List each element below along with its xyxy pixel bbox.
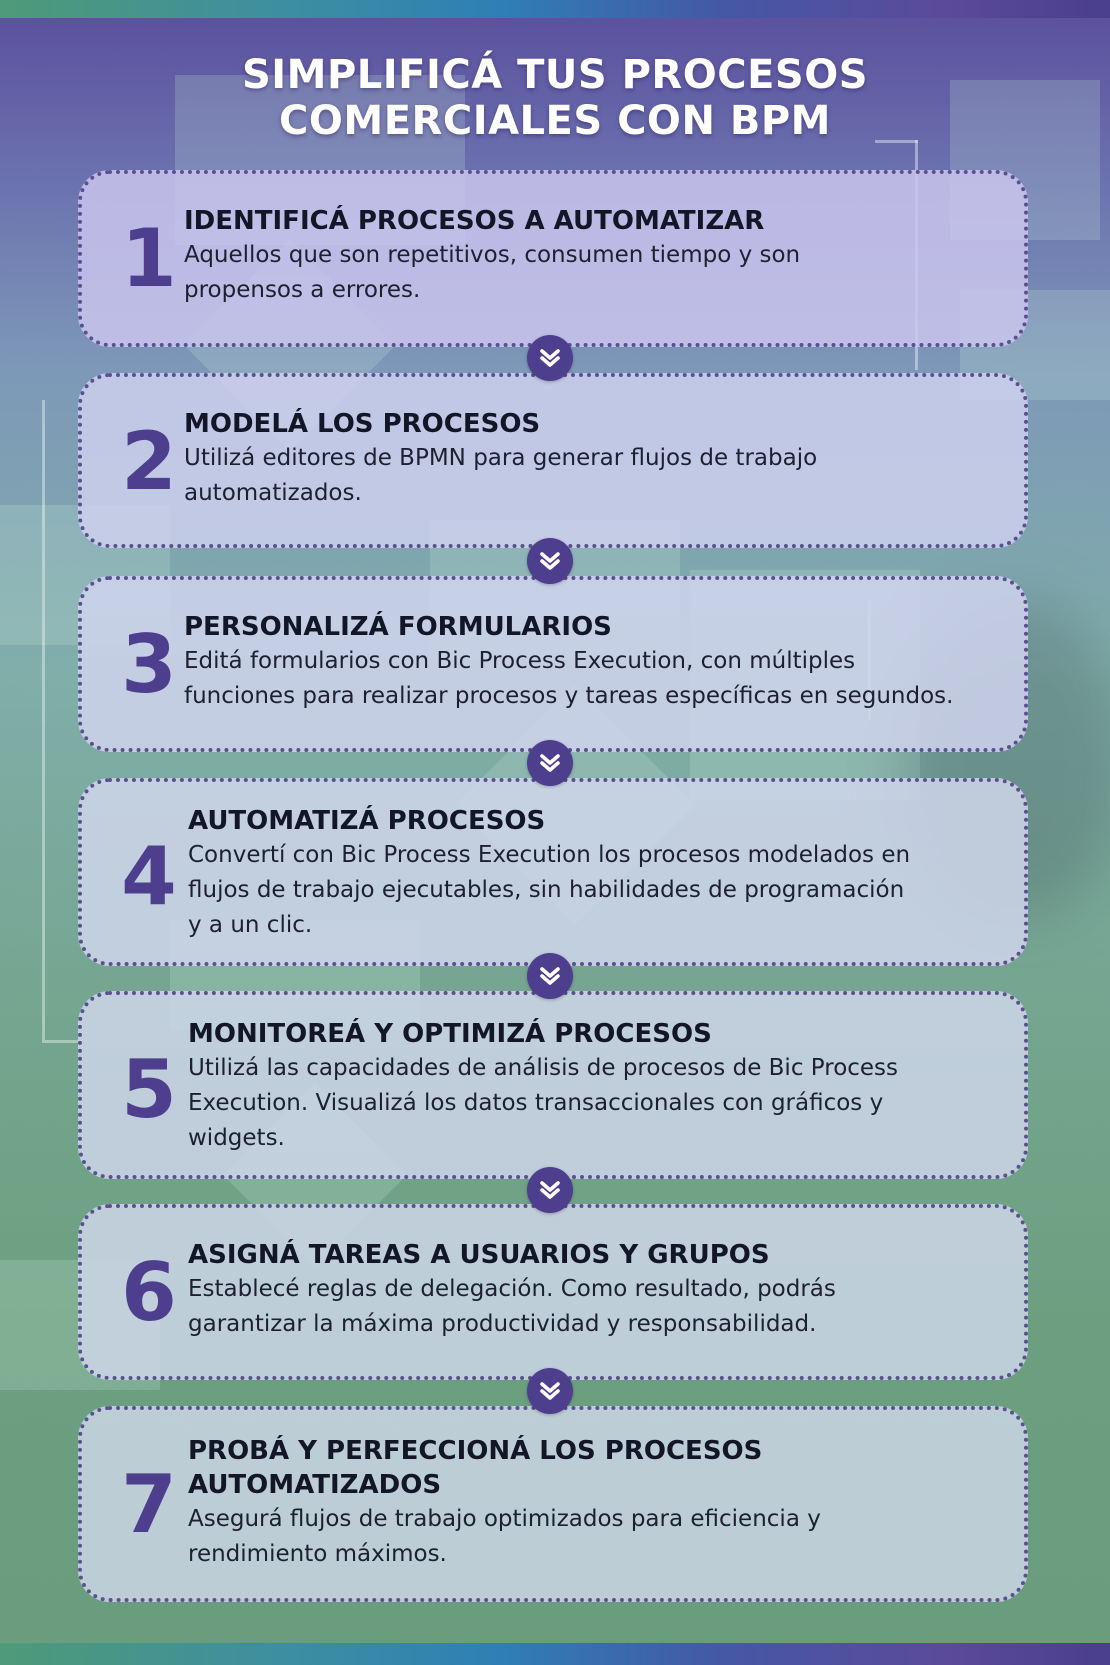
step-description-line: automatizados. [184, 480, 362, 506]
step-card-6 [78, 1204, 1028, 1380]
step-description-line: funciones para realizar procesos y tareas específicas en segundos. [184, 683, 954, 709]
step-description-line: Asegurá flujos de trabajo optimizados para eficiencia y [188, 1506, 821, 1532]
step-heading: IDENTIFICÁ PROCESOS A AUTOMATIZAR [184, 206, 765, 236]
background-flowchart-line [42, 400, 45, 1040]
page-title [0, 52, 1110, 144]
step-card-2 [78, 373, 1028, 548]
step-description-line: Execution. Visualizá los datos transaccionales con gráficos y [188, 1090, 884, 1116]
step-card-3 [78, 576, 1028, 752]
step-description-line: Utilizá editores de BPMN para generar flujos de trabajo [184, 445, 818, 471]
step-card-1 [78, 170, 1028, 347]
step-heading: ASIGNÁ TAREAS A USUARIOS Y GRUPOS [188, 1240, 770, 1270]
step-card-5 [78, 991, 1028, 1179]
step-number: 6 [121, 1246, 177, 1339]
top-color-strip [0, 0, 1110, 18]
double-chevron-down-icon [527, 1167, 573, 1213]
step-heading: MODELÁ LOS PROCESOS [184, 409, 541, 439]
double-chevron-down-icon [527, 953, 573, 999]
double-chevron-down-icon [527, 538, 573, 584]
step-number: 3 [121, 618, 177, 711]
step-description-line: y a un clic. [188, 912, 313, 938]
step-description-line: Editá formularios con Bic Process Execution, con múltiples [184, 648, 856, 674]
step-description-line: flujos de trabajo ejecutables, sin habilidades de programación [188, 877, 905, 903]
double-chevron-down-icon [527, 335, 573, 381]
step-card-4 [78, 778, 1028, 966]
bottom-color-strip [0, 1643, 1110, 1665]
step-description-line: propensos a errores. [184, 277, 421, 303]
step-description-line: Establecé reglas de delegación. Como resultado, podrás [188, 1276, 836, 1302]
step-description-line: Utilizá las capacidades de análisis de procesos de Bic Process [188, 1055, 899, 1081]
step-description-line: widgets. [188, 1125, 285, 1151]
step-heading: MONITOREÁ Y OPTIMIZÁ PROCESOS [188, 1019, 712, 1049]
step-description-line: garantizar la máxima productividad y responsabilidad. [188, 1311, 817, 1337]
step-heading: AUTOMATIZÁ PROCESOS [188, 806, 546, 836]
step-card-7 [78, 1406, 1028, 1602]
step-description-line: Convertí con Bic Process Execution los procesos modelados en [188, 842, 911, 868]
step-number: 1 [121, 212, 177, 305]
step-description-line: rendimiento máximos. [188, 1541, 447, 1567]
double-chevron-down-icon [527, 740, 573, 786]
background-flowchart-line [42, 1040, 82, 1043]
step-number: 7 [121, 1458, 177, 1551]
step-number: 4 [121, 830, 177, 923]
step-heading: AUTOMATIZADOS [188, 1470, 442, 1500]
step-number: 2 [121, 415, 177, 508]
page-title-line-2: COMERCIALES CON BPM [279, 98, 831, 144]
step-description-line: Aquellos que son repetitivos, consumen tiempo y son [184, 242, 801, 268]
step-heading: PROBÁ Y PERFECCIONÁ LOS PROCESOS [188, 1436, 763, 1466]
step-number: 5 [121, 1043, 177, 1136]
double-chevron-down-icon [527, 1368, 573, 1414]
step-heading: PERSONALIZÁ FORMULARIOS [184, 612, 612, 642]
page-title-line-1: SIMPLIFICÁ TUS PROCESOS [241, 52, 869, 98]
